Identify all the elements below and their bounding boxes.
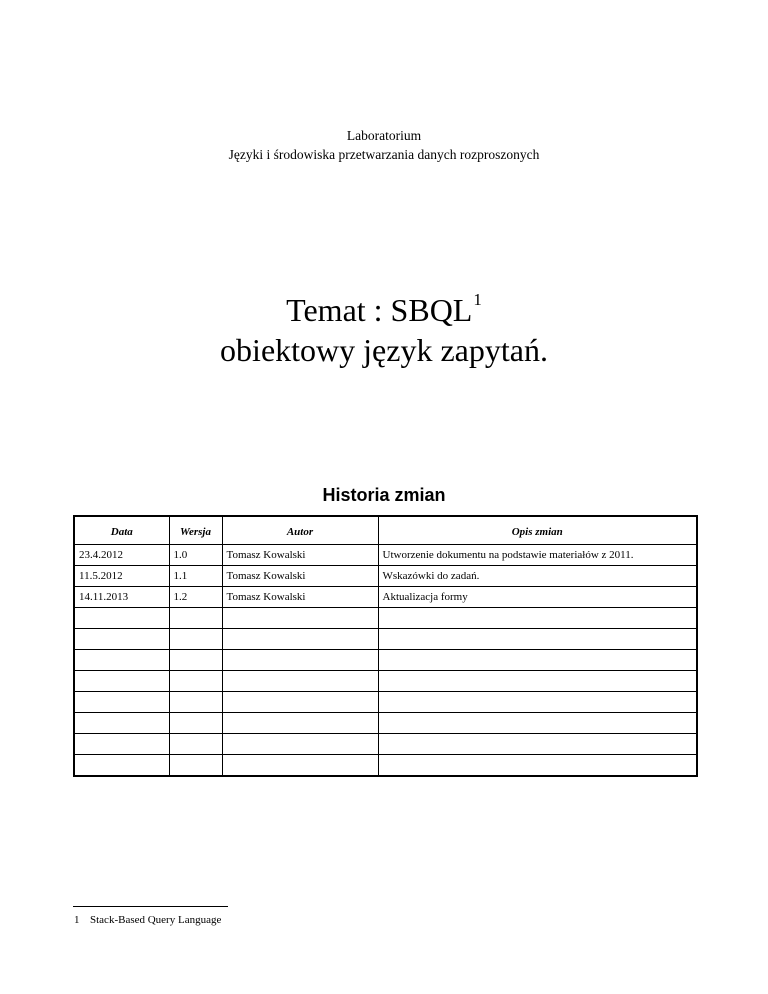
- cell-author: Tomasz Kowalski: [222, 587, 378, 608]
- cell-date: [74, 755, 169, 777]
- table-row: [74, 755, 697, 777]
- header-lab-label: Laboratorium: [346, 128, 422, 143]
- header-course-name: Języki i środowiska przetwarzania danych rozproszonych: [228, 147, 540, 162]
- cell-version: [169, 734, 222, 755]
- cell-description: [378, 671, 697, 692]
- cell-version: 1.1: [169, 566, 222, 587]
- cell-author: [222, 734, 378, 755]
- cell-date: 14.11.2013: [74, 587, 169, 608]
- table-row: [74, 587, 697, 608]
- table-row: [74, 671, 697, 692]
- cell-author: [222, 692, 378, 713]
- table-row: [74, 629, 697, 650]
- history-header-row: [74, 516, 697, 545]
- cell-description: Wskazówki do zadań.: [378, 566, 697, 587]
- table-row: [74, 692, 697, 713]
- cell-description: [378, 734, 697, 755]
- cell-description: Utworzenie dokumentu na podstawie materiałów z 2011.: [378, 545, 697, 566]
- cell-date: 23.4.2012: [74, 545, 169, 566]
- cell-author: [222, 671, 378, 692]
- cell-description: [378, 650, 697, 671]
- cell-version: 1.2: [169, 587, 222, 608]
- cell-date: [74, 608, 169, 629]
- table-row: [74, 713, 697, 734]
- title-line-2: obiektowy język zapytań.: [220, 332, 548, 368]
- footnote-text: Stack-Based Query Language: [90, 914, 222, 926]
- title-topic: Temat : SBQL: [286, 292, 473, 328]
- cell-date: 11.5.2012: [74, 566, 169, 587]
- column-header-date: Data: [74, 516, 169, 545]
- table-row: [74, 545, 697, 566]
- cell-date: [74, 650, 169, 671]
- table-row: [74, 608, 697, 629]
- cell-author: [222, 608, 378, 629]
- cell-version: [169, 692, 222, 713]
- table-row: [74, 734, 697, 755]
- cell-date: [74, 734, 169, 755]
- footnote: [74, 913, 221, 927]
- column-header-description: Opis zmian: [378, 516, 697, 545]
- column-header-version: Wersja: [169, 516, 222, 545]
- cell-version: [169, 671, 222, 692]
- title-line-1: [0, 290, 768, 330]
- cell-version: [169, 713, 222, 734]
- cell-date: [74, 671, 169, 692]
- cell-author: [222, 755, 378, 777]
- history-heading: Historia zmian: [322, 485, 446, 505]
- cell-date: [74, 713, 169, 734]
- cell-version: [169, 608, 222, 629]
- cell-version: [169, 650, 222, 671]
- footnote-number: 1: [74, 914, 80, 926]
- table-row: [74, 650, 697, 671]
- document-title: [0, 290, 768, 370]
- cell-version: [169, 755, 222, 777]
- cell-author: Tomasz Kowalski: [222, 566, 378, 587]
- footnote-separator: [73, 906, 228, 907]
- cell-date: [74, 629, 169, 650]
- cell-author: Tomasz Kowalski: [222, 545, 378, 566]
- footnote-reference: 1: [473, 290, 482, 309]
- cell-description: [378, 608, 697, 629]
- cell-description: [378, 629, 697, 650]
- cell-version: 1.0: [169, 545, 222, 566]
- cell-description: Aktualizacja formy: [378, 587, 697, 608]
- cell-description: [378, 713, 697, 734]
- history-body: [74, 545, 697, 777]
- cell-author: [222, 650, 378, 671]
- cell-author: [222, 713, 378, 734]
- column-header-author: Autor: [222, 516, 378, 545]
- cell-description: [378, 692, 697, 713]
- table-row: [74, 566, 697, 587]
- cell-description: [378, 755, 697, 777]
- cell-version: [169, 629, 222, 650]
- document-header: [0, 126, 768, 164]
- cell-author: [222, 629, 378, 650]
- history-table: [73, 515, 698, 777]
- cell-date: [74, 692, 169, 713]
